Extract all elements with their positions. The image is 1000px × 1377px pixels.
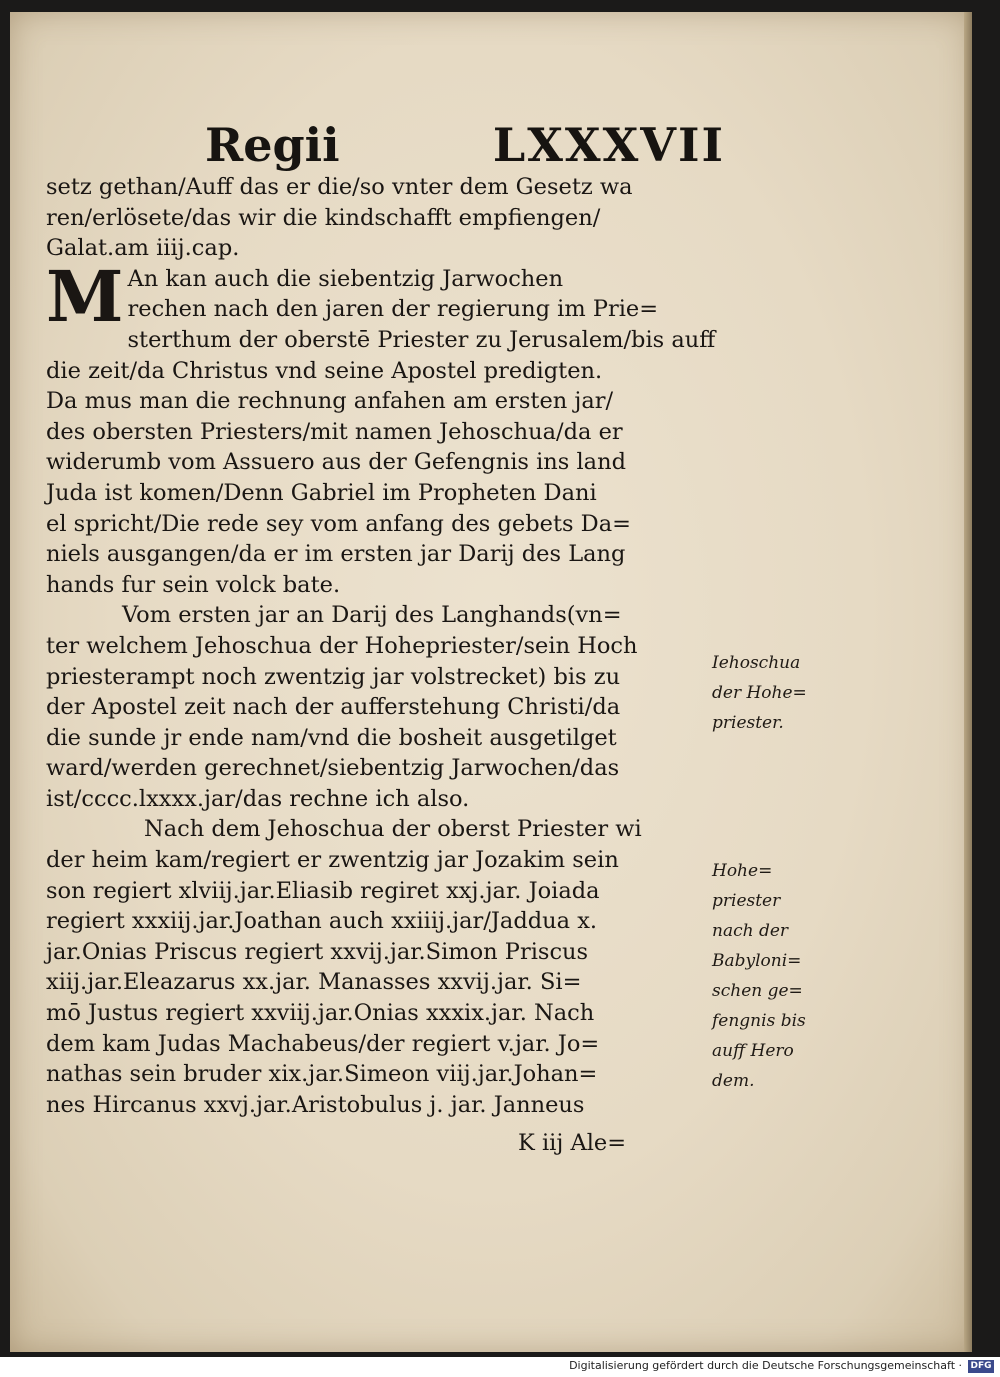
marginal-note-line: auff Hero	[712, 1041, 794, 1061]
text-line: dem kam Judas Machabeus/der regiert v.jar. Jo=	[46, 1030, 600, 1057]
marginal-note-line: nach der	[712, 921, 789, 941]
text-line: niels ausgangen/da er im ersten jar Darij des Lang	[46, 541, 626, 568]
marginal-note-line: Iehoschua	[712, 653, 801, 673]
text-line: son regiert xlviij.jar.Eliasib regiret xxj.jar. Joiada	[46, 877, 600, 904]
marginal-note-line: fengnis bis	[712, 1011, 806, 1031]
text-line: der Apostel zeit nach der aufferstehung Christi/da	[46, 694, 621, 721]
text-line: der heim kam/regiert er zwentzig jar Jozakim sein	[46, 847, 619, 874]
text-line: widerumb vom Assuero aus der Gefengnis ins land	[46, 449, 626, 476]
text-line: nathas sein bruder xix.jar.Simeon viij.jar.Johan=	[46, 1061, 598, 1088]
text-line: sterthum der oberstē Priester zu Jerusalem/bis auff	[127, 326, 716, 353]
text-line: ward/werden gerechnet/siebentzig Jarwochen/das	[46, 755, 620, 782]
text-line: die zeit/da Christus vnd seine Apostel predigten.	[46, 357, 603, 384]
dfg-logo-icon: DFG	[968, 1360, 994, 1373]
marginal-note-line: schen ge=	[712, 981, 803, 1001]
text-line: die sunde jr ende nam/vnd die bosheit ausgetilget	[46, 724, 617, 751]
text-line: el spricht/Die rede sey vom anfang des gebets Da=	[46, 510, 631, 537]
catchwords: K iij Ale=	[518, 1130, 627, 1156]
text-line: Vom ersten jar an Darij des Langhands(vn=	[122, 602, 622, 629]
text-line: setz gethan/Auff das er die/so vnter dem Gesetz wa	[46, 174, 633, 200]
marginal-note-line: Hohe=	[712, 861, 773, 881]
marginal-note	[712, 648, 807, 738]
running-title: Regii	[205, 118, 340, 172]
marginal-note-line: priester	[712, 891, 781, 911]
marginal-note-line: Babyloni=	[712, 951, 802, 971]
marginal-note	[712, 856, 806, 1096]
drop-cap: M	[46, 254, 124, 338]
text-line: mō Justus regiert xxviij.jar.Onias xxxix.jar. Nach	[46, 1000, 595, 1027]
text-line: Galat.am iiij.cap.	[46, 235, 240, 262]
text-line: priesterampt noch zwentzig jar volstrecket) bis zu	[46, 663, 621, 690]
text-line: ist/cccc.lxxxx.jar/das rechne ich also.	[46, 785, 470, 812]
folio-number: LXXXVII	[492, 118, 725, 172]
text-line: hands fur sein volck bate.	[46, 571, 341, 598]
text-line: Juda ist komen/Denn Gabriel im Propheten Dani	[46, 479, 597, 506]
text-line: jar.Onias Priscus regiert xxvij.jar.Simon Priscus	[46, 938, 589, 965]
marginal-note-line: dem.	[712, 1071, 755, 1091]
text-line: xiij.jar.Eleazarus xx.jar. Manasses xxvij.jar. Si=	[46, 969, 582, 996]
text-line: nes Hircanus xxvj.jar.Aristobulus j. jar. Janneus	[46, 1091, 585, 1118]
page-edge	[964, 12, 972, 1352]
text-line: des obersten Priesters/mit namen Jehoschua/da er	[46, 418, 623, 445]
marginal-note-line: priester.	[712, 713, 784, 733]
text-line: ter welchem Jehoschua der Hohepriester/sein Hoch	[46, 632, 638, 659]
text-line: Nach dem Jehoschua der oberst Priester wi	[144, 816, 642, 843]
marginal-note-line: der Hohe=	[712, 683, 807, 703]
text-line: ren/erlösete/das wir die kindschafft empfiengen/	[46, 204, 601, 231]
footer-bar	[0, 1357, 1000, 1377]
text-line: regiert xxxiij.jar.Joathan auch xxiiij.jar/Jaddua x.	[46, 908, 598, 935]
text-line: Da mus man die rechnung anfahen am ersten jar/	[46, 388, 614, 415]
text-line: rechen nach den jaren der regierung im Prie=	[127, 296, 659, 323]
text-line-content: An kan auch die siebentzig Jarwochen	[127, 265, 564, 292]
main-text	[46, 172, 714, 1120]
funding-credit: Digitalisierung gefördert durch die Deutsche Forschungsgemeinschaft ·	[569, 1359, 962, 1372]
